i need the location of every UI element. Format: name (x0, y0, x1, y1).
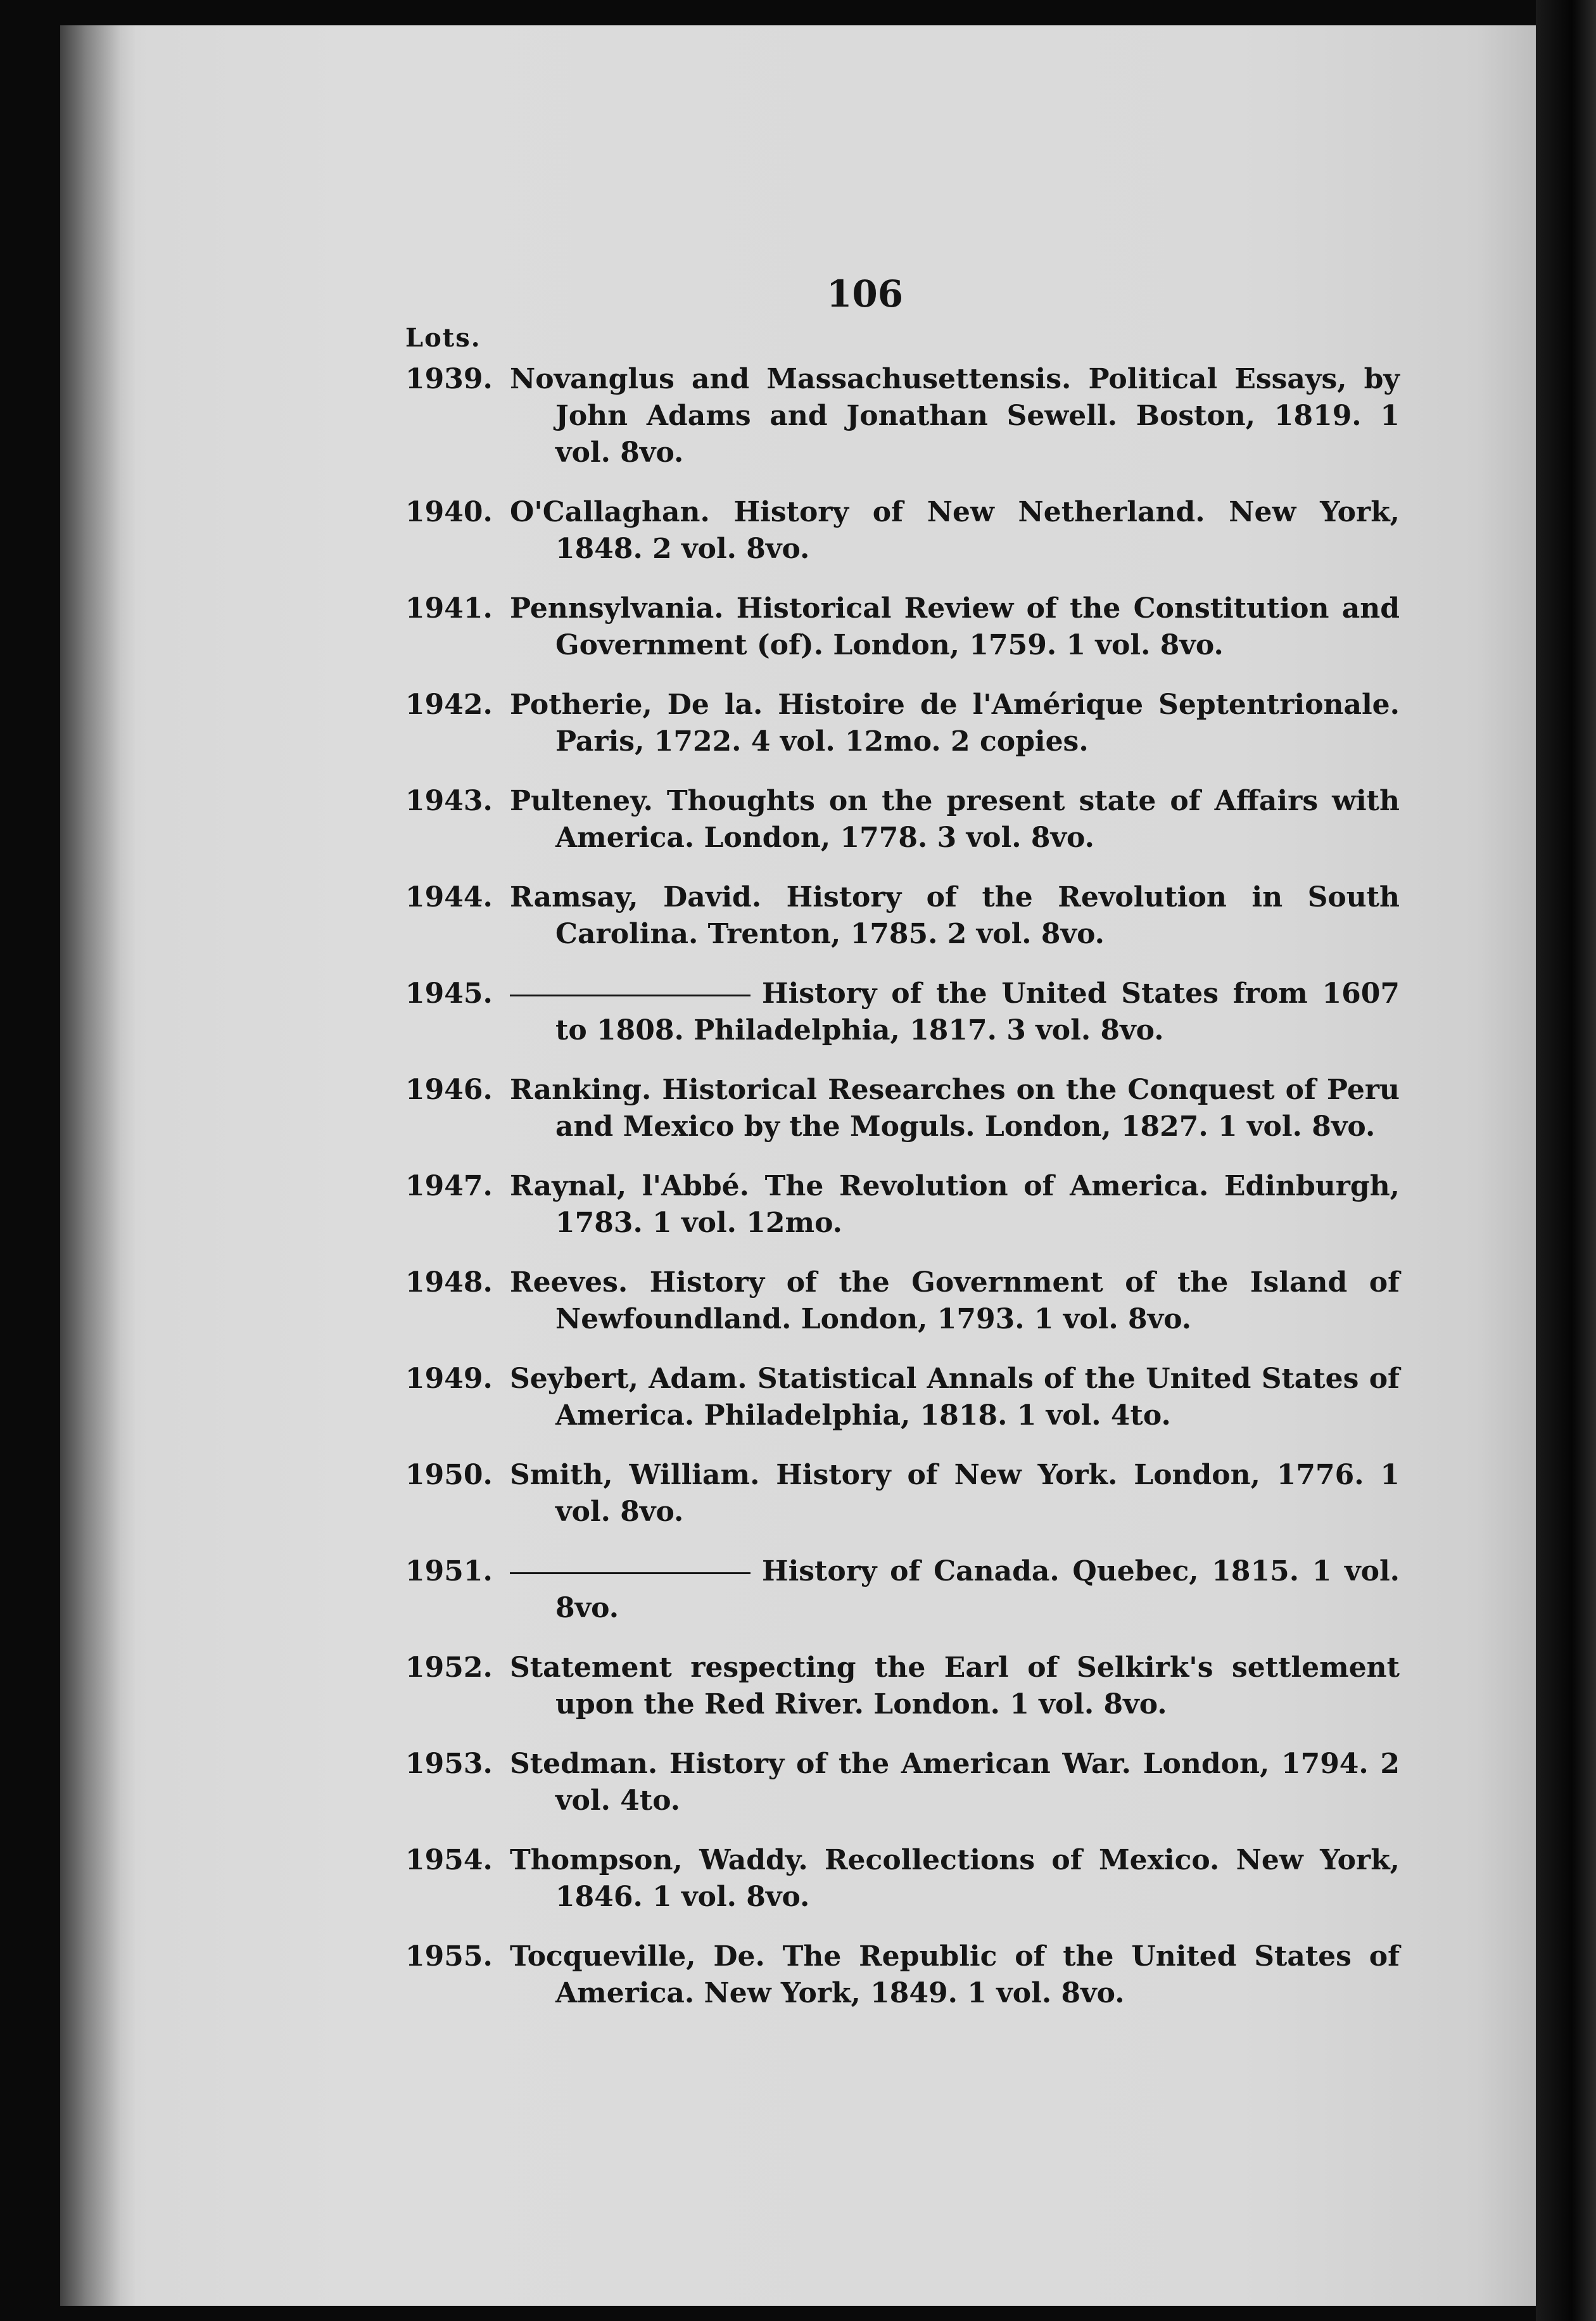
lot-description-text: Reeves. History of the Government of the Island of Newfoundland. London, 1793. 1 vol. 8vo. (510, 1266, 1400, 1335)
lot-number: 1940. (405, 496, 493, 528)
lot-number: 1945. (405, 977, 493, 1010)
lot-number: 1954. (405, 1844, 493, 1876)
lot-description (510, 687, 1400, 760)
lot-description (510, 1361, 1400, 1434)
lot-description-text: Thompson, Waddy. Recollections of Mexico. New York, 1846. 1 vol. 8vo. (510, 1844, 1400, 1913)
lot-description-text: Tocqueville, De. The Republic of the United States of America. New York, 1849. 1 vol. 8vo. (510, 1940, 1400, 2009)
lot-description-text: Stedman. History of the American War. London, 1794. 2 vol. 4to. (510, 1748, 1400, 1817)
catalogue-entry (405, 1938, 1400, 2012)
binding-shadow (60, 25, 136, 2306)
lot-number: 1951. (405, 1555, 493, 1587)
lot-description (510, 494, 1400, 568)
next-page-edge (1536, 0, 1596, 2321)
lot-number: 1947. (405, 1170, 493, 1202)
lot-description (510, 361, 1400, 471)
lot-description (510, 1553, 1400, 1627)
lot-description (510, 1457, 1400, 1530)
catalogue-entry (405, 1264, 1400, 1338)
lot-number: 1946. (405, 1074, 493, 1106)
catalogue-entry (405, 1553, 1400, 1627)
lot-description-text: Raynal, l'Abbé. The Revolution of America. Edinburgh, 1783. 1 vol. 12mo. (510, 1170, 1400, 1239)
lot-description (510, 590, 1400, 664)
lot-number: 1944. (405, 881, 493, 913)
lot-description-text: History of the United States from 1607 to 1808. Philadelphia, 1817. 3 vol. 8vo. (555, 977, 1400, 1046)
lot-description (510, 1168, 1400, 1242)
lot-description (510, 1842, 1400, 1916)
catalogue-entry (405, 590, 1400, 664)
lot-description-text: Ramsay, David. History of the Revolution in South Carolina. Trenton, 1785. 2 vol. 8vo. (510, 881, 1400, 950)
lot-description (510, 1072, 1400, 1145)
lot-description (510, 976, 1400, 1049)
catalogue-entry (405, 361, 1400, 471)
lot-number: 1950. (405, 1459, 493, 1491)
lot-description-text: Novanglus and Massachusettensis. Political Essays, by John Adams and Jonathan Sewell. Boston, 1819. 1 vol. 8vo. (510, 363, 1400, 469)
lot-number: 1939. (405, 363, 493, 395)
catalogue-entry (405, 1650, 1400, 1723)
lot-number: 1953. (405, 1748, 493, 1780)
lot-description (510, 1264, 1400, 1338)
lots-column-label: Lots. (405, 323, 481, 353)
lot-number: 1943. (405, 785, 493, 817)
page-number: 106 (826, 272, 904, 315)
lot-description-text: Ranking. Historical Researches on the Conquest of Peru and Mexico by the Moguls. London, 1827. 1 vol. 8vo. (510, 1074, 1400, 1143)
catalogue-entry (405, 879, 1400, 953)
lot-description-text: Potherie, De la. Histoire de l'Amérique Septentrionale. Paris, 1722. 4 vol. 12mo. 2 copies. (510, 689, 1400, 758)
catalogue-entry (405, 1361, 1400, 1434)
lot-description (510, 879, 1400, 953)
lot-number: 1955. (405, 1940, 493, 1973)
lot-description (510, 1938, 1400, 2012)
lot-description-text: Pennsylvania. Historical Review of the Constitution and Government (of). London, 1759. 1 vol. 8vo. (510, 592, 1400, 661)
catalogue-entry (405, 783, 1400, 856)
lot-description (510, 783, 1400, 856)
catalogue-entry (405, 1842, 1400, 1916)
lot-number: 1952. (405, 1651, 493, 1684)
catalogue-entry (405, 1072, 1400, 1145)
lot-description-text: Pulteney. Thoughts on the present state of Affairs with America. London, 1778. 3 vol. 8vo. (510, 785, 1400, 854)
lot-description-text: Seybert, Adam. Statistical Annals of the United States of America. Philadelphia, 1818. 1 vol. 4to. (510, 1363, 1400, 1432)
lot-number: 1942. (405, 689, 493, 721)
catalogue-entries (405, 361, 1400, 2035)
catalogue-entry (405, 494, 1400, 568)
lot-number: 1948. (405, 1266, 493, 1299)
ditto-rule (510, 1572, 750, 1574)
catalogue-entry (405, 1457, 1400, 1530)
catalogue-entry (405, 976, 1400, 1049)
catalogue-entry (405, 687, 1400, 760)
lot-description (510, 1746, 1400, 1819)
lot-description-text: History of Canada. Quebec, 1815. 1 vol. 8vo. (555, 1555, 1400, 1624)
lot-description (510, 1650, 1400, 1723)
catalogue-entry (405, 1746, 1400, 1819)
catalogue-entry (405, 1168, 1400, 1242)
lot-description-text: Statement respecting the Earl of Selkirk's settlement upon the Red River. London. 1 vol. 8vo. (510, 1651, 1400, 1720)
lot-number: 1949. (405, 1363, 493, 1395)
lot-number: 1941. (405, 592, 493, 625)
ditto-rule (510, 995, 750, 996)
lot-description-text: O'Callaghan. History of New Netherland. New York, 1848. 2 vol. 8vo. (510, 496, 1400, 565)
lot-description-text: Smith, William. History of New York. London, 1776. 1 vol. 8vo. (510, 1459, 1400, 1528)
